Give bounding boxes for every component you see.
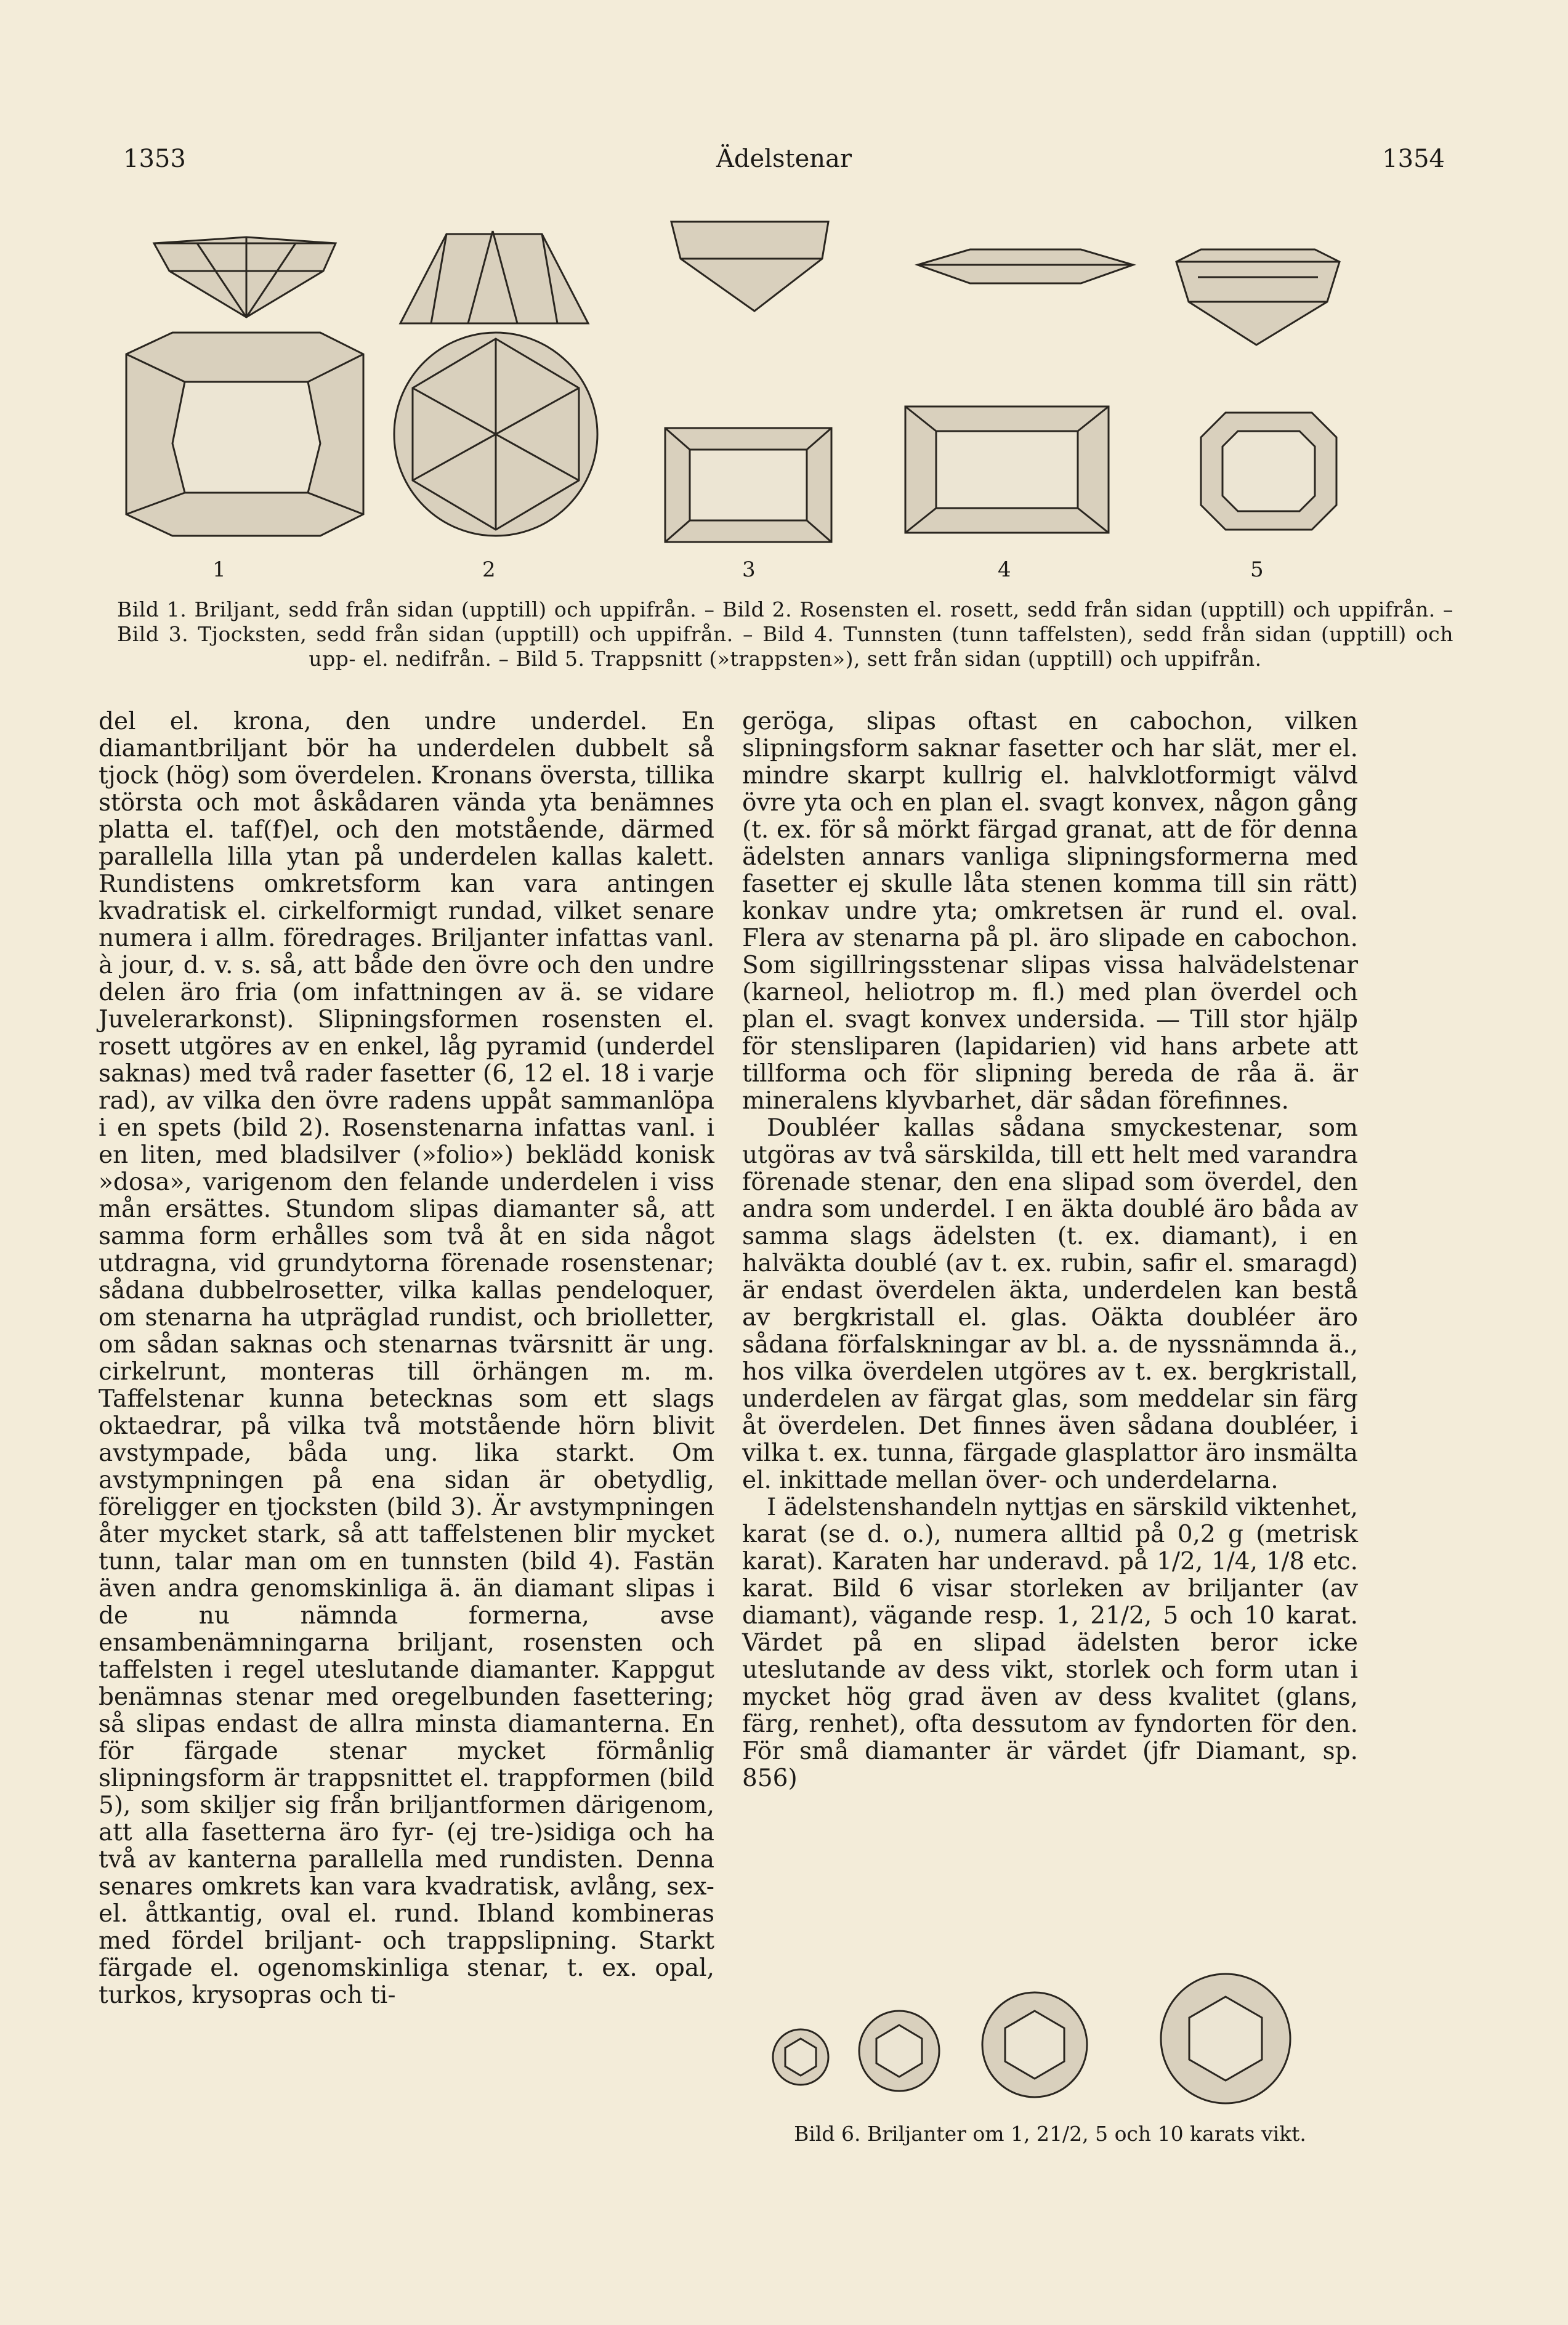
paragraph: Doubléer kallas sådana smyckestenar, som utgöras av två särskilda, till ett helt med varandra förenade stenar, den ena slipad som överdel, den andra som underdel. I en äkta doublé äro båda av samma slags ädelsten (t. ex. diamant), i en halväkta doublé (av t. ex. rubin, safir el. smaragd) är endast överdelen äkta, underdelen kan bestå av bergkristall el. glas. Oäkta doubléer äro sådana förfalskningar av bl. a. de nyssnämnda ä., hos vilka överdelen utgöres av t. ex. bergkristall, underdelen av färgat glas, som meddelar sin färg åt överdelen. Det finnes även sådana doubléer, i vilka t. ex. tunna, färgade glasplattor äro insmälta el. inkittade mellan över- och underdelarna. [742,1114,1358,1494]
thick-stone-top-icon [665,428,831,542]
figure-number-3: 3 [742,557,756,582]
step-cut-side-icon [1176,249,1340,345]
brilliant-1-carat-icon [773,2029,828,2085]
brilliants-size-illustration [742,1959,1358,2113]
rose-top-icon [394,333,597,536]
rose-side-icon [400,231,588,323]
step-cut-top-icon [1201,413,1336,530]
brilliant-side-icon [154,237,336,317]
figure-number-1: 1 [212,557,226,582]
left-column [99,708,714,2009]
thin-stone-top-icon [905,406,1109,533]
paragraph: geröga, slipas oftast en cabochon, vilken slipningsform saknar fasetter och har slät, mer el. mindre skarpt kullrig el. halvklotformigt välvd övre yta och en plan el. svagt konvex, någon gång (t. ex. för så mörkt färgad granat, att de för denna ädelsten annars vanliga slipningsformerna med fasetter ej skulle låta stenen komma till sin rätt) konkav undre yta; omkretsen är rund el. oval. Flera av stenarna på pl. äro slipade en cabochon. Som sigillringsstenar slipas vissa halvädelstenar (karneol, heliotrop m. fl.) med plan överdel och plan el. svagt konvex undersida. — Till stor hjälp för stensliparen (lapidarien) vid hans arbete att tillforma och för slipning bereda de råa ä. är mineralens klyvbarhet, där sådan förefinnes. [742,708,1358,1115]
page-number-left: 1353 [123,145,186,173]
thin-stone-side-icon [918,249,1133,283]
figure-number-5: 5 [1250,557,1264,582]
brilliant-2-5-carat-icon [859,2011,939,2091]
running-title: Ädelstenar [716,145,852,173]
paragraph: I ädelstenshandeln nyttjas en särskild viktenhet, karat (se d. o.), numera alltid på 0,2 g (metrisk karat). Karaten har underavd. på 1/2, 1/4, 1/8 etc. karat. Bild 6 visar storleken av briljanter (av diamant), vägande resp. 1, 21/2, 5 och 10 karat. Värdet på en slipad ädelsten beror icke uteslutande av dess vikt, storlek och form utan i mycket hög grad även av dess kvalitet (glans, färg, renhet), ofta dessutom av fyndorten för den. För små diamanter är värdet (jfr Diamant, sp. 856) [742,1494,1358,1792]
figure-number-4: 4 [998,557,1011,582]
paragraph: del el. krona, den undre underdel. En diamantbriljant bör ha underdelen dubbelt så tjock (hög) som överdelen. Kronans översta, tillika största och mot åskådaren vända yta benämnes platta el. taf(f)el, och den motstående, därmed parallella lilla ytan på underdelen kallas kalett. Rundistens omkretsform kan vara antingen kvadratisk el. cirkelformigt rundad, vilket senare numera i allm. föredrages. Briljanter infattas vanl. à jour, d. v. s. så, att både den övre och den undre delen äro fria (om infattningen av ä. se vidare Juvelerarkonst). Slipningsformen rosensten el. rosett utgöres av en enkel, låg pyramid (underdel saknas) med två rader fasetter (6, 12 el. 18 i varje rad), av vilka den övre radens uppåt sammanlöpa i en spets (bild 2). Rosenstenarna infattas vanl. i en liten, med bladsilver (»folio») beklädd konisk »dosa», varigenom den felande underdelen i viss mån ersättes. Stundom slipas diamanter så, att samma form erhålles som två åt en sida något utdragna, vid grundytorna förenade rosenstenar; sådana dubbelrosetter, vilka kallas pendeloquer, om stenarna ha utpräglad rundist, och briolletter, om sådan saknas och stenarnas tvärsnitt är ung. cirkelrunt, monteras till örhängen m. m. Taffelstenar kunna betecknas som ett slags oktaedrar, på vilka två motstående hörn blivit avstympade, båda ung. lika starkt. Om avstympningen på ena sidan är obetydlig, föreligger en tjocksten (bild 3). Är avstympningen åter mycket stark, så att taffelstenen blir mycket tunn, talar man om en tunnsten (bild 4). Fastän även andra genomskinliga ä. än diamant slipas i de nu nämnda formerna, avse ensambenämningarna briljant, rosensten och taffelsten i regel uteslutande diamanter. Kappgut benämnas stenar med oregelbunden fasettering; så slipas endast de allra minsta diamanterna. En för färgade stenar mycket förmånlig slipningsform är trappsnittet el. trappformen (bild 5), som skiljer sig från briljantformen därigenom, att alla fasetterna äro fyr- (ej tre-)sidiga och ha två av kanterna parallella med rundisten. Denna senares omkrets kan vara kvadratisk, avlång, sex- el. åttkantig, oval el. rund. Ibland kombineras med fördel briljant- och trappslipning. Starkt färgade el. ogenomskinliga stenar, t. ex. opal, turkos, krysopras och ti- [99,708,714,2009]
brilliant-5-carat-icon [982,1992,1087,2097]
brilliant-10-carat-icon [1161,1974,1290,2103]
page-number-right: 1354 [1382,145,1445,173]
brilliant-top-icon [126,333,363,536]
gem-figures-illustration [0,185,1568,567]
right-column [742,708,1358,1792]
figure6-caption: Bild 6. Briljanter om 1, 21/2, 5 och 10 karats vikt. [794,2122,1306,2146]
figure-caption: Bild 1. Briljant, sedd från sidan (upptill) och uppifrån. – Bild 2. Rosensten el. rosett, sedd från sidan (upptill) och uppifrån. – Bild 3. Tjocksten, sedd från sidan (upptill) och uppifrån. – Bild 4. Tunnsten (tunn taffelsten), sedd från sidan (upptill) och upp- el. nedifrån. – Bild 5. Trappsnitt (»trappsten»), sett från sidan (upptill) och uppifrån. [117,597,1453,671]
figure-number-2: 2 [482,557,496,582]
thick-stone-side-icon [671,222,828,311]
